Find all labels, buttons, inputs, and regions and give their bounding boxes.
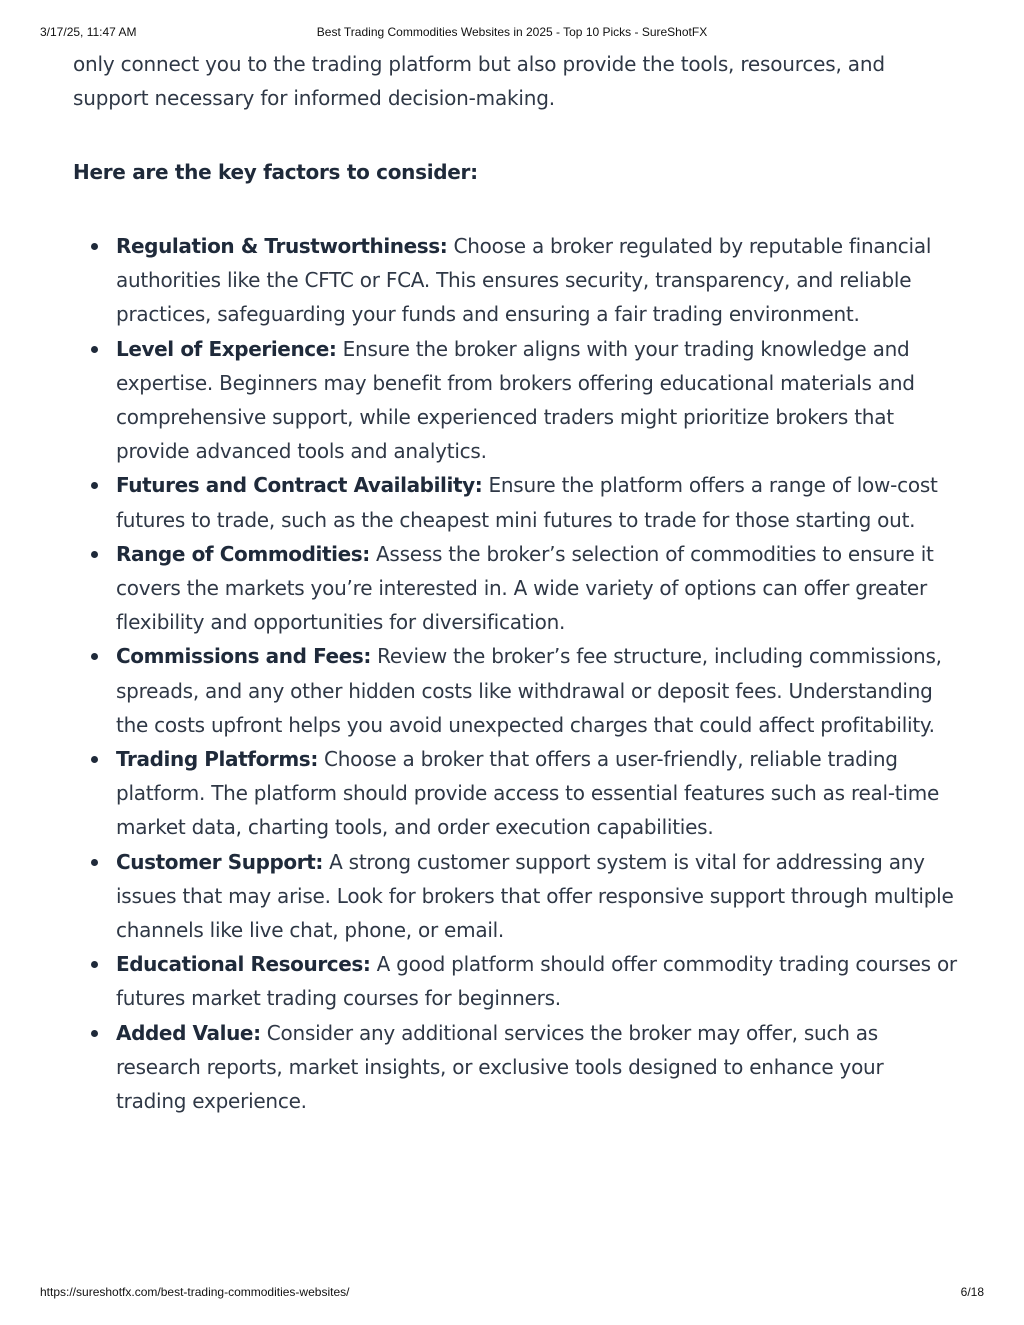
print-page-title: Best Trading Commodities Websites in 2025 - Top 10 Picks - SureShotFX bbox=[316, 25, 708, 39]
list-item bbox=[116, 845, 958, 948]
factors-list bbox=[73, 229, 958, 1118]
factor-text: Ensure the broker aligns with your trading knowledge and expertise. Beginners may benefit from brokers offering educational materials and comprehensive support, while experienced traders might prioritize brokers that provide advanced tools and analytics. bbox=[116, 336, 915, 464]
factor-term: Customer Support: bbox=[116, 849, 323, 874]
intro-paragraph: only connect you to the trading platform but also provide the tools, resources, and support necessary for informed decision-making. bbox=[73, 52, 885, 110]
print-header bbox=[40, 25, 984, 41]
factor-term: Commissions and Fees: bbox=[116, 644, 371, 669]
list-item bbox=[116, 742, 958, 845]
factor-text: Ensure the platform offers a range of low-cost futures to trade, such as the cheapest mini futures to trade for those starting out. bbox=[116, 473, 938, 532]
bullet-icon bbox=[91, 243, 98, 250]
bullet-icon bbox=[91, 961, 98, 968]
factor-text: A strong customer support system is vital for addressing any issues that may arise. Look for brokers that offer responsive support through multiple channels like live chat, phone, or email. bbox=[116, 849, 954, 943]
factor-term: Added Value: bbox=[116, 1020, 261, 1045]
bullet-icon bbox=[91, 1030, 98, 1037]
factor-term: Trading Platforms: bbox=[116, 747, 318, 772]
factor-term: Educational Resources: bbox=[116, 952, 371, 977]
factor-term: Regulation & Trustworthiness: bbox=[116, 234, 448, 258]
list-item bbox=[116, 1016, 958, 1119]
factor-text: Choose a broker that offers a user-friendly, reliable trading platform. The platform should provide access to essential features such as real-time market data, charting tools, and order execution capabilities. bbox=[116, 747, 939, 840]
list-item bbox=[116, 639, 958, 742]
print-datetime: 3/17/25, 11:47 AM bbox=[40, 25, 137, 39]
factor-text: Review the broker’s fee structure, including commissions, spreads, and any other hidden costs like withdrawal or deposit fees. Understanding the costs upfront helps you avoid unexpected charges that could affect profitability. bbox=[116, 644, 942, 737]
list-item bbox=[116, 537, 958, 640]
print-page-number: 6/18 bbox=[960, 1285, 984, 1299]
print-page-url: https://sureshotfx.com/best-trading-commodities-websites/ bbox=[40, 1285, 350, 1299]
factor-text: Assess the broker’s selection of commodities to ensure it covers the markets you’re interested in. A wide variety of options can offer greater flexibility and opportunities for diversification. bbox=[116, 541, 934, 635]
factor-text: A good platform should offer commodity trading courses or futures market trading courses for beginners. bbox=[116, 952, 957, 1011]
article-body bbox=[73, 47, 958, 1118]
bullet-icon bbox=[91, 346, 98, 353]
factor-term: Level of Experience: bbox=[116, 336, 337, 361]
factor-term: Range of Commodities: bbox=[116, 541, 370, 566]
factor-text: Choose a broker regulated by reputable financial authorities like the CFTC or FCA. This ensures security, transparency, and reliable practices, safeguarding your funds and ensuring a fair trading environment. bbox=[116, 234, 932, 327]
bullet-icon bbox=[91, 482, 98, 489]
bullet-icon bbox=[91, 756, 98, 763]
factor-term: Futures and Contract Availability: bbox=[116, 473, 483, 498]
factors-heading: Here are the key factors to consider: bbox=[73, 160, 478, 184]
list-item bbox=[116, 947, 958, 1015]
bullet-icon bbox=[91, 653, 98, 660]
list-item bbox=[116, 229, 958, 332]
list-item bbox=[116, 332, 958, 469]
bullet-icon bbox=[91, 551, 98, 558]
factor-text: Consider any additional services the broker may offer, such as research reports, market insights, or exclusive tools designed to enhance your trading experience. bbox=[116, 1020, 884, 1114]
list-item bbox=[116, 468, 958, 536]
bullet-icon bbox=[91, 859, 98, 866]
print-footer bbox=[40, 1285, 984, 1301]
